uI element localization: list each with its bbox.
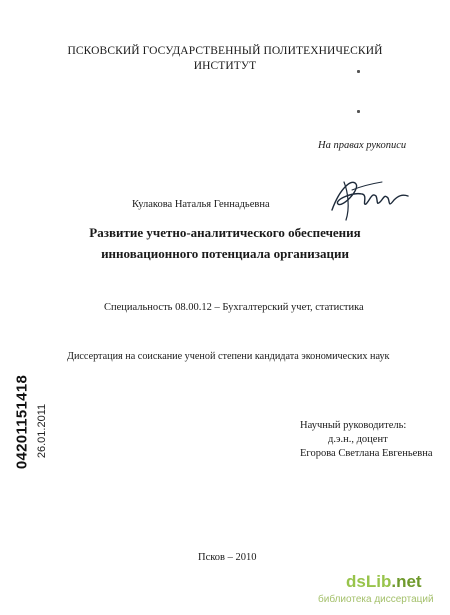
institute-name-line-1: ПСКОВСКИЙ ГОСУДАРСТВЕННЫЙ ПОЛИТЕХНИЧЕСКИЙ xyxy=(67,45,383,57)
institute-name-line-2: ИНСТИТУТ xyxy=(193,60,257,72)
scan-dot xyxy=(357,110,360,113)
dslib-logo-part-1: dsLib xyxy=(346,572,392,591)
dissertation-title-line-1: Развитие учетно-аналитического обеспечения xyxy=(89,225,361,240)
advisor-name: Егорова Светлана Евгеньевна xyxy=(300,448,433,459)
dslib-watermark[interactable] xyxy=(318,572,446,612)
author-name: Кулакова Наталья Геннадьевна xyxy=(132,199,270,210)
dissertation-degree-line: Диссертация на соискание ученой степени кандидата экономических наук xyxy=(67,351,390,362)
rights-notice: На правах рукописи xyxy=(318,140,407,151)
library-stamp-date xyxy=(35,396,49,466)
library-stamp-number xyxy=(12,356,32,488)
library-stamp-date-text: 26.01.2011 xyxy=(36,403,48,459)
city-year: Псков – 2010 xyxy=(198,552,257,563)
dslib-logo-part-2: .net xyxy=(391,572,422,591)
specialty-line: Специальность 08.00.12 – Бухгалтерский учет, статистика xyxy=(104,302,364,313)
dissertation-title xyxy=(0,222,450,264)
advisor-label: Научный руководитель: xyxy=(300,420,407,431)
library-stamp-number-text: 04201151418 xyxy=(13,374,31,470)
scan-dot xyxy=(357,70,360,73)
institute-name xyxy=(0,44,450,74)
dslib-logo xyxy=(346,572,422,592)
advisor-degree: д.э.н., доцент xyxy=(328,434,388,445)
author-signature xyxy=(322,170,412,225)
dslib-subtitle: библиотека диссертаций xyxy=(318,594,434,605)
dissertation-title-line-2: инновационного потенциала организации xyxy=(101,246,349,261)
